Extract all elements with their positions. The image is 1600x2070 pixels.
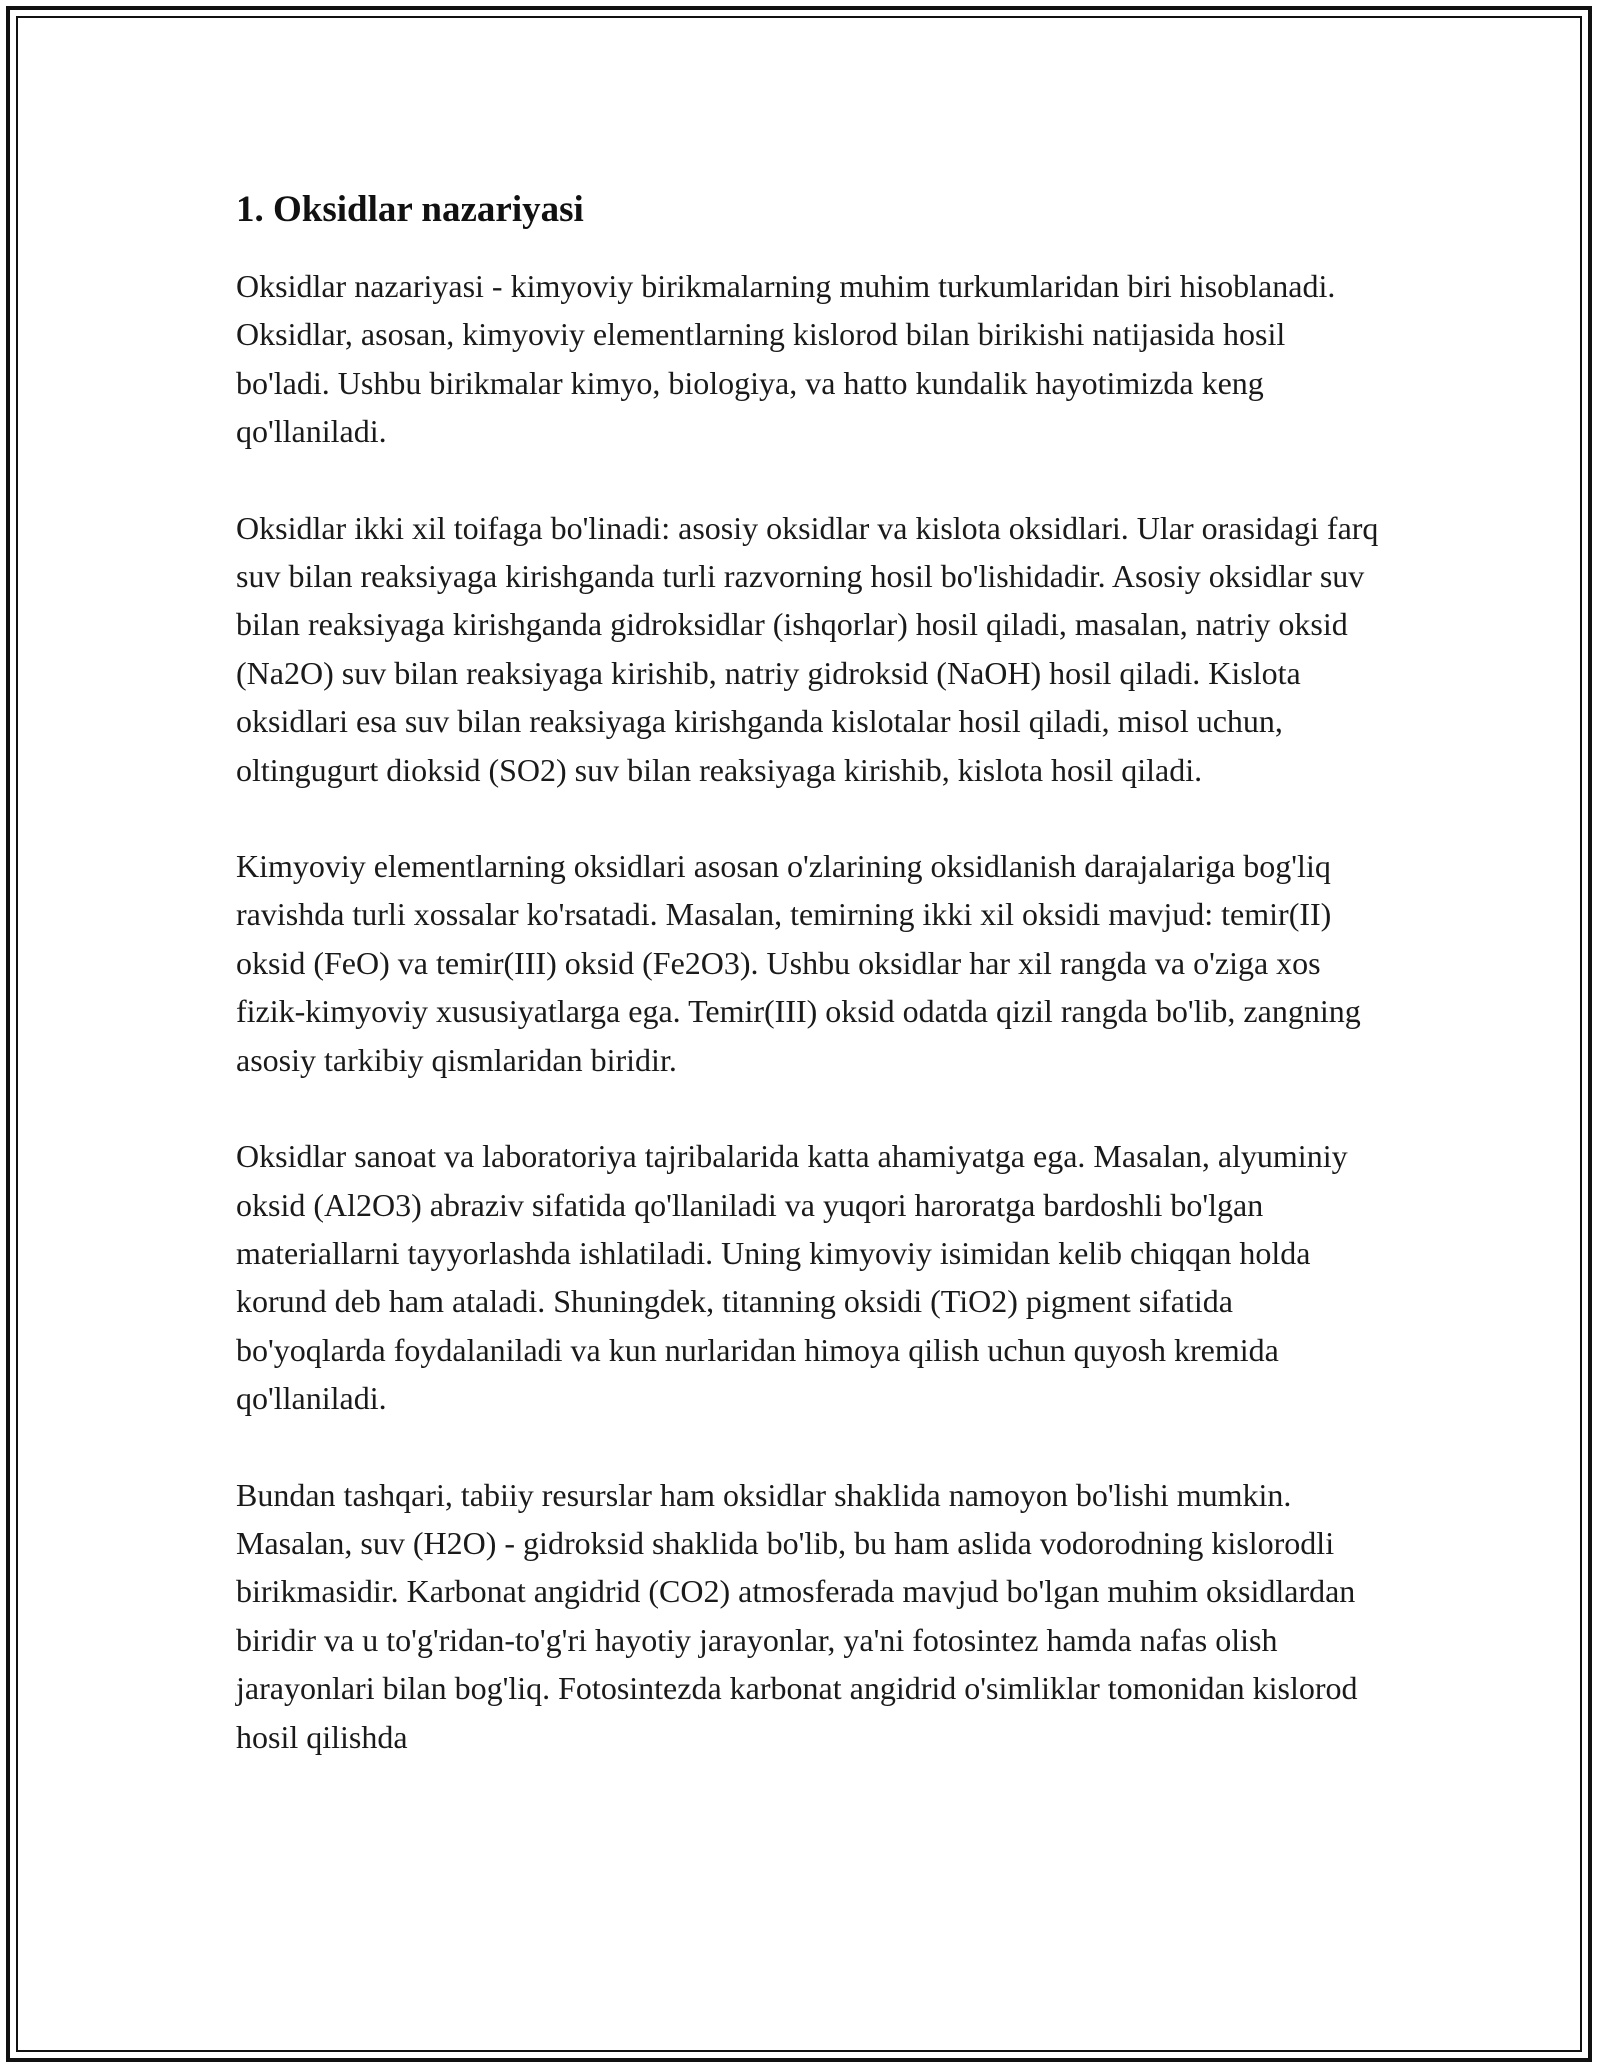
paragraph-intro: Oksidlar nazariyasi - kimyoviy birikmalarning muhim turkumlaridan biri hisoblanadi. Oksidlar, asosan, kimyoviy elementlarning kislorod bilan birikishi natijasida hosil bo'ladi. Ushbu birikmalar kimyo, biologiya, va hatto kundalik hayotimizda keng qo'llaniladi.: [236, 268, 1336, 450]
paragraph-oxidation-states: Kimyoviy elementlarning oksidlari asosan o'zlarining oksidlanish darajalariga bog'liq ravishda turli xossalar ko'rsatadi. Masalan, temirning ikki xil oksidi mavjud: temir(II) oksid (FeO) va temir(III) oksid (Fe2O3). Ushbu oksidlar har xil rangda va o'ziga xos fizik-kimyoviy xususiyatlarga ega. Temir(III) oksid odatda qizil rangda bo'lib, zangning asosiy tarkibiy qismlaridan biridir.: [236, 848, 1361, 1078]
section-heading: 1. Oksidlar nazariyasi: [236, 189, 584, 230]
document-body: [236, 184, 1386, 1809]
paragraph-oxide-types: Oksidlar ikki xil toifaga bo'linadi: asosiy oksidlar va kislota oksidlari. Ular orasidagi farq suv bilan reaksiyaga kirishganda turli razvorning hosil bo'lishidadir. Asosiy oksidlar suv bilan reaksiyaga kirishganda gidroksidlar (ishqorlar) hosil qiladi, masalan, natriy oksid (Na2O) suv bilan reaksiyaga kirishib, natriy gidroksid (NaOH) hosil qiladi. Kislota oksidlari esa suv bilan reaksiyaga kirishganda kislotalar hosil qiladi, misol uchun, oltingugurt dioksid (SO2) suv bilan reaksiyaga kirishib, kislota hosil qiladi.: [236, 509, 1379, 788]
paragraph-industrial-uses: Oksidlar sanoat va laboratoriya tajribalarida katta ahamiyatga ega. Masalan, alyuminiy oksid (Al2O3) abraziv sifatida qo'llaniladi va yuqori haroratga bardoshli bo'lgan materiallarni tayyorlashda ishlatiladi. Uning kimyoviy isimidan kelib chiqqan holda korund deb ham ataladi. Shuningdek, titanning oksidi (TiO2) pigment sifatida bo'yoqlarda foydalaniladi va kun nurlaridan himoya qilish uchun quyosh kremida qo'llaniladi.: [236, 1138, 1348, 1417]
paragraph-natural-resources: Bundan tashqari, tabiiy resurslar ham oksidlar shaklida namoyon bo'lishi mumkin. Masalan, suv (H2O) - gidroksid shaklida bo'lib, bu ham aslida vodorodning kislorodli birikmasidir. Karbonat angidrid (CO2) atmosferada mavjud bo'lgan muhim oksidlardan biridir va u to'g'ridan-to'g'ri hayotiy jarayonlar, ya'ni fotosintez hamda nafas olish jarayonlari bilan bog'liq. Fotosintezda karbonat angidrid o'simliklar tomonidan kislorod hosil qilishda: [236, 1476, 1358, 1755]
